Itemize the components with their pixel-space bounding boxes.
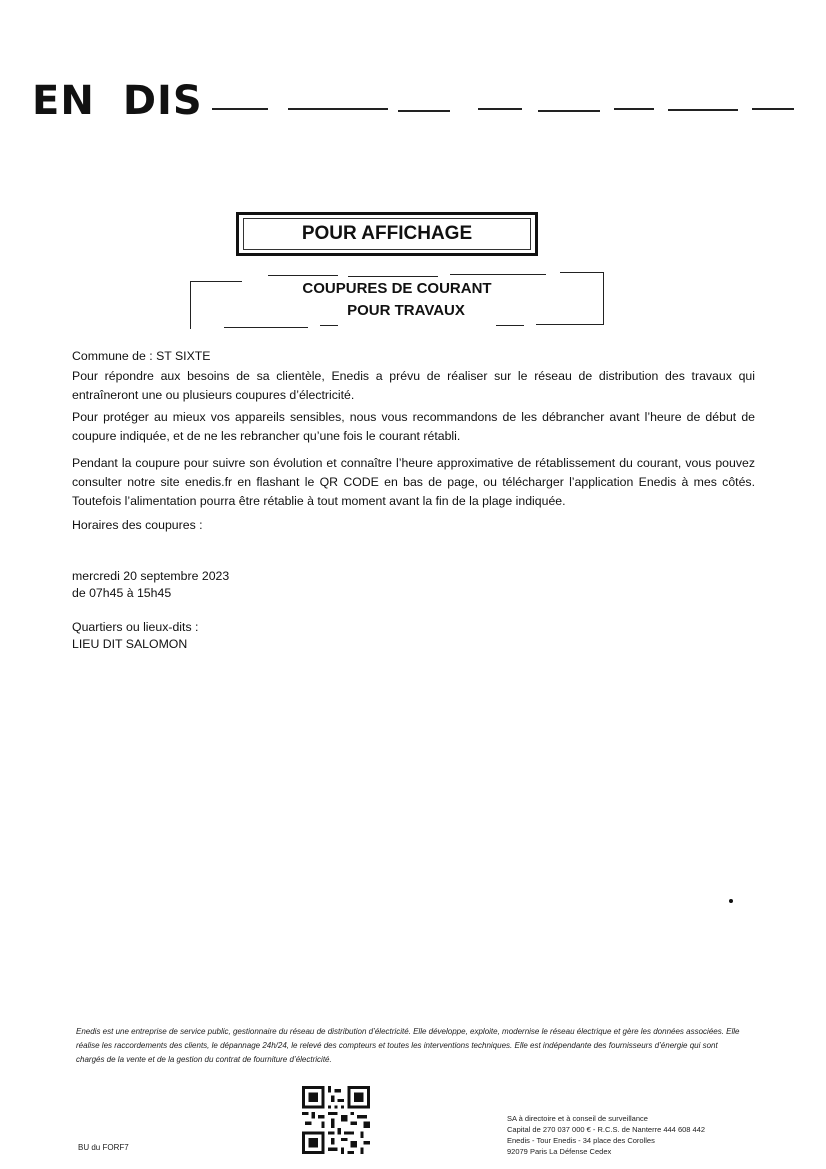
subtitle-line-1: COUPURES DE COURANT (302, 280, 492, 297)
subtitle (190, 272, 604, 326)
company-line: Enedis - Tour Enedis - 34 place des Corolles (507, 1136, 655, 1145)
page-title: POUR AFFICHAGE (243, 218, 531, 250)
scan-speck (729, 899, 733, 903)
subtitle-line-2: POUR TRAVAUX (347, 302, 465, 319)
logo-text-left: EN (32, 78, 95, 124)
commune: Commune de : ST SIXTE (72, 349, 211, 363)
company-info (507, 1113, 767, 1157)
qr-code-icon[interactable] (302, 1086, 370, 1154)
company-line: Capital de 270 037 000 € - R.C.S. de Nanterre 444 608 442 (507, 1125, 706, 1134)
schedule-date: mercredi 20 septembre 2023 (72, 569, 230, 583)
schedule-time: de 07h45 à 15h45 (72, 586, 172, 600)
logo-text-right: DIS (122, 78, 203, 124)
paragraph-2: Pour protéger au mieux vos appareils sensibles, nous vous recommandons de les débrancher avant l’heure de début de coupure indiquée, et de ne les rebrancher qu’une fois le courant rétabli. (72, 410, 755, 443)
document-reference: BU du FORF7 (78, 1143, 129, 1152)
schedule-heading: Horaires des coupures : (72, 518, 203, 532)
locations-value: LIEU DIT SALOMON (72, 637, 188, 651)
company-line: 92079 Paris La Défense Cedex (507, 1147, 612, 1156)
company-line: SA à directoire et à conseil de surveillance (507, 1114, 648, 1123)
locations-heading: Quartiers ou lieux-dits : (72, 620, 199, 634)
paragraph-1: Pour répondre aux besoins de sa clientèle, Enedis a prévu de réaliser sur le réseau de distribution des travaux qui entraîneront une ou plusieurs coupures d’électricité. (72, 369, 755, 402)
enedis-logo (32, 78, 203, 124)
paragraph-3: Pendant la coupure pour suivre son évolution et connaître l’heure approximative de rétablissement du courant, vous pouvez consulter notre site enedis.fr en flashant le QR CODE en bas de page, ou télécharger l’application Enedis à mes côtés. Toutefois l’alimentation pourra être rétablie à tout moment avant la fin de la plage indiquée. (72, 456, 755, 508)
footer-legal: Enedis est une entreprise de service public, gestionnaire du réseau de distribution d’électricité. Elle développe, exploite, modernise le réseau électrique et gère les données associées. Elle réalise les raccordements des clients, le dépannage 24h/24, le relevé des compteurs et toutes les interventions techniques. Elle est indépendante des fournisseurs d’énergie qui sont chargés de la vente et de la gestion du contrat de fourniture d’électricité. (76, 1027, 740, 1064)
title-box (236, 212, 538, 256)
